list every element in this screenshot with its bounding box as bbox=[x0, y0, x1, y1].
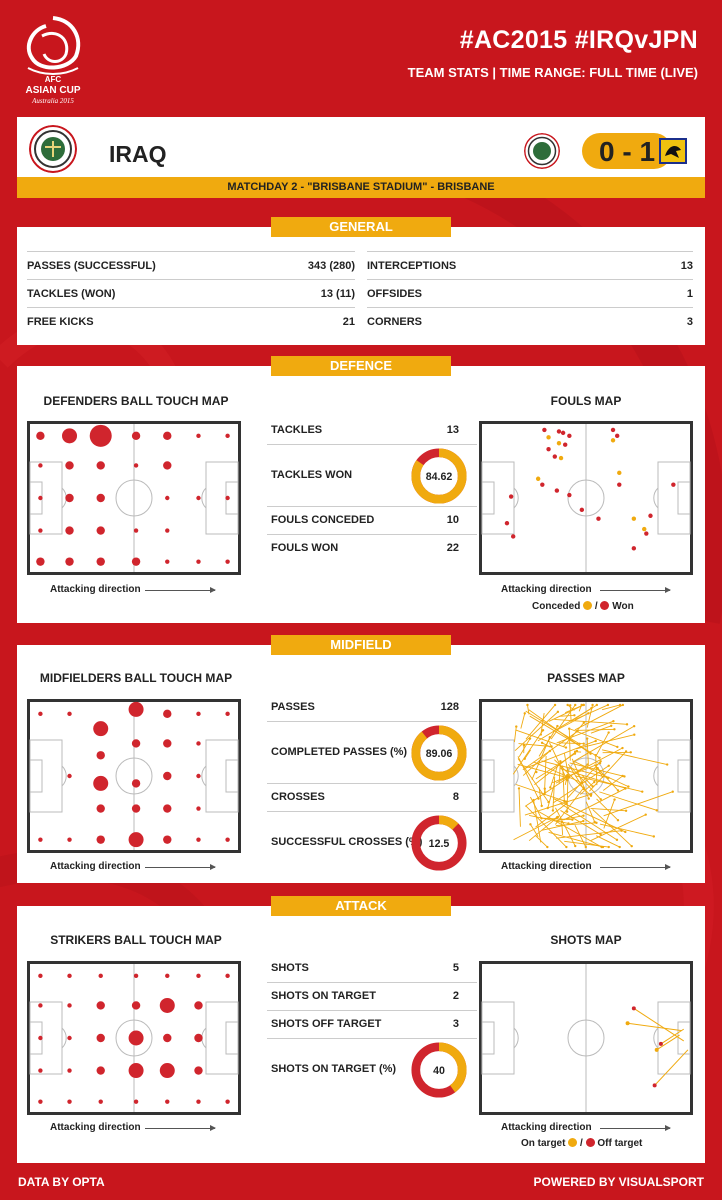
touch-dot bbox=[67, 712, 71, 716]
stat-value: 21 bbox=[342, 316, 355, 328]
touch-dot bbox=[65, 494, 73, 502]
touch-dot bbox=[67, 1003, 71, 1007]
legend-separator: / bbox=[594, 601, 598, 612]
touch-dot bbox=[38, 712, 42, 716]
attacking-direction-label: Attacking direction bbox=[501, 861, 592, 872]
stat-value: 3 bbox=[452, 1018, 459, 1030]
defenders-touch-map-title: DEFENDERS BALL TOUCH MAP bbox=[43, 394, 229, 408]
touch-dot bbox=[163, 432, 171, 440]
stat-label: CORNERS bbox=[367, 316, 423, 328]
attacking-direction-label: Attacking direction bbox=[50, 584, 141, 595]
touch-dot bbox=[196, 774, 200, 778]
stat-label: TACKLES (WON) bbox=[27, 288, 116, 300]
general-panel bbox=[17, 227, 705, 345]
foul-won-dot bbox=[615, 434, 619, 438]
afc-asian-cup-logo bbox=[18, 10, 88, 105]
stat-value: 128 bbox=[440, 701, 459, 713]
legend-off-target-label: Off target bbox=[597, 1138, 643, 1149]
touch-dot bbox=[38, 496, 42, 500]
touch-dot bbox=[132, 432, 140, 440]
touch-dot bbox=[160, 998, 175, 1013]
touch-dot bbox=[97, 1066, 105, 1074]
midfield-panel bbox=[17, 645, 705, 883]
attacking-direction-label: Attacking direction bbox=[501, 584, 592, 595]
direction-arrow bbox=[145, 867, 215, 868]
foul-won-dot bbox=[567, 493, 571, 497]
stat-value: 3 bbox=[686, 316, 693, 328]
touch-dot bbox=[163, 804, 171, 812]
touch-dot bbox=[38, 974, 42, 978]
touch-dot bbox=[196, 837, 200, 841]
touch-dot bbox=[65, 557, 73, 565]
touch-dot bbox=[97, 804, 105, 812]
direction-arrow bbox=[600, 1128, 670, 1129]
section-tag-attack: ATTACK bbox=[271, 896, 451, 916]
direction-arrow bbox=[600, 590, 670, 591]
stat-row bbox=[267, 1038, 477, 1101]
touch-dot bbox=[38, 1068, 42, 1072]
matchday-bar: MATCHDAY 2 - "BRISBANE STADIUM" - BRISBANE bbox=[17, 177, 705, 198]
stat-value: 13 bbox=[680, 260, 693, 272]
foul-won-dot bbox=[542, 428, 546, 432]
stat-label: INTERCEPTIONS bbox=[367, 260, 457, 272]
touch-dot bbox=[129, 1031, 144, 1046]
touch-dot bbox=[97, 526, 105, 534]
touch-dot bbox=[99, 1099, 103, 1103]
touch-dot bbox=[225, 559, 229, 563]
touch-dot bbox=[134, 528, 138, 532]
touch-dot bbox=[165, 1099, 169, 1103]
legend-on-target-label: On target bbox=[521, 1138, 566, 1149]
defenders-touch-map bbox=[27, 421, 241, 575]
attack-panel bbox=[17, 906, 705, 1163]
percentage-donut bbox=[410, 814, 468, 872]
stat-row bbox=[367, 307, 693, 336]
iraq-small-crest-icon bbox=[524, 133, 560, 169]
shots-legend bbox=[521, 1138, 642, 1149]
foul-conceded-dot bbox=[611, 438, 615, 442]
stat-label: SHOTS bbox=[271, 962, 309, 974]
match-score: 0 - 1 bbox=[582, 133, 672, 169]
touch-dot bbox=[36, 432, 44, 440]
stat-label: TACKLES bbox=[271, 424, 323, 436]
foul-conceded-dot bbox=[632, 517, 636, 521]
touch-dot bbox=[163, 461, 171, 469]
legend-on-target-dot bbox=[568, 1138, 577, 1147]
touch-dot bbox=[132, 804, 140, 812]
foul-won-dot bbox=[509, 494, 513, 498]
stat-label: CROSSES bbox=[271, 791, 325, 803]
stat-row bbox=[267, 811, 477, 874]
touch-dot bbox=[67, 1068, 71, 1072]
foul-won-dot bbox=[553, 454, 557, 458]
touch-dot bbox=[165, 496, 169, 500]
iraq-crest-icon bbox=[29, 125, 77, 173]
donut-value: 40 bbox=[433, 1064, 445, 1077]
touch-dot bbox=[196, 974, 200, 978]
touch-dot bbox=[165, 559, 169, 563]
touch-dot bbox=[196, 712, 200, 716]
team-panel bbox=[17, 117, 705, 198]
foul-conceded-dot bbox=[642, 527, 646, 531]
logo-text-asian-cup: ASIAN CUP bbox=[25, 85, 81, 96]
stat-value: 22 bbox=[446, 542, 459, 554]
touch-dot bbox=[97, 835, 105, 843]
touch-dot bbox=[93, 721, 108, 736]
stat-row bbox=[27, 251, 355, 280]
footer-data-credit: DATA BY OPTA bbox=[18, 1175, 105, 1189]
stat-row bbox=[267, 418, 477, 444]
legend-off-target-dot bbox=[586, 1138, 595, 1147]
strikers-touch-map bbox=[27, 961, 241, 1115]
stat-row bbox=[27, 279, 355, 308]
direction-arrow bbox=[145, 590, 215, 591]
touch-dot bbox=[38, 837, 42, 841]
fouls-legend bbox=[532, 601, 634, 612]
foul-won-dot bbox=[563, 443, 567, 447]
touch-dot bbox=[132, 557, 140, 565]
foul-won-dot bbox=[546, 447, 550, 451]
stat-row bbox=[367, 251, 693, 280]
passes-map bbox=[479, 699, 693, 853]
touch-dot bbox=[65, 461, 73, 469]
foul-conceded-dot bbox=[546, 435, 550, 439]
stat-row bbox=[267, 956, 477, 982]
touch-dot bbox=[99, 974, 103, 978]
touch-dot bbox=[67, 1099, 71, 1103]
stat-row bbox=[367, 279, 693, 308]
passes-map-title: PASSES MAP bbox=[547, 671, 625, 685]
touch-dot bbox=[38, 1003, 42, 1007]
touch-dot bbox=[65, 526, 73, 534]
percentage-donut bbox=[410, 447, 468, 505]
subtitle: TEAM STATS | TIME RANGE: FULL TIME (LIVE) bbox=[407, 65, 698, 80]
touch-dot bbox=[97, 751, 105, 759]
touch-dot bbox=[225, 974, 229, 978]
section-tag-midfield: MIDFIELD bbox=[271, 635, 451, 655]
stat-row bbox=[267, 506, 477, 535]
strikers-touch-map-title: STRIKERS BALL TOUCH MAP bbox=[50, 933, 222, 947]
touch-dot bbox=[67, 974, 71, 978]
legend-won-dot bbox=[600, 601, 609, 610]
touch-dot bbox=[93, 776, 108, 791]
touch-dot bbox=[134, 1099, 138, 1103]
header bbox=[0, 0, 722, 110]
foul-won-dot bbox=[648, 514, 652, 518]
midfielders-touch-map bbox=[27, 699, 241, 853]
touch-dot bbox=[129, 702, 144, 717]
touch-dot bbox=[134, 974, 138, 978]
stat-label: FOULS WON bbox=[271, 542, 339, 554]
shots-map-title: SHOTS MAP bbox=[550, 933, 622, 947]
stat-value: 343 (280) bbox=[307, 260, 355, 272]
percentage-donut bbox=[410, 724, 468, 782]
foul-won-dot bbox=[596, 517, 600, 521]
midfielders-touch-map-title: MIDFIELDERS BALL TOUCH MAP bbox=[39, 671, 233, 685]
stat-label: PASSES (SUCCESSFUL) bbox=[27, 260, 156, 272]
touch-dot bbox=[62, 428, 77, 443]
attacking-direction-label: Attacking direction bbox=[50, 1122, 141, 1133]
touch-dot bbox=[163, 739, 171, 747]
stat-row bbox=[27, 307, 355, 336]
stat-label: SHOTS OFF TARGET bbox=[271, 1018, 382, 1030]
shots-map bbox=[479, 961, 693, 1115]
foul-conceded-dot bbox=[559, 456, 563, 460]
section-tag-general: GENERAL bbox=[271, 217, 451, 237]
foul-won-dot bbox=[511, 534, 515, 538]
foul-conceded-dot bbox=[557, 441, 561, 445]
stat-value: 2 bbox=[452, 990, 459, 1002]
foul-won-dot bbox=[611, 428, 615, 432]
touch-dot bbox=[90, 425, 112, 447]
fouls-map bbox=[479, 421, 693, 575]
foul-won-dot bbox=[644, 531, 648, 535]
touch-dot bbox=[129, 1063, 144, 1078]
stat-value: 8 bbox=[452, 791, 459, 803]
touch-dot bbox=[97, 557, 105, 565]
footer-powered-by: POWERED BY VISUALSPORT bbox=[533, 1175, 704, 1189]
stat-value: 13 (11) bbox=[320, 288, 355, 300]
touch-dot bbox=[38, 528, 42, 532]
hashtag-title: #AC2015 #IRQvJPN bbox=[459, 26, 698, 54]
stat-value: 13 bbox=[446, 424, 459, 436]
donut-value: 12.5 bbox=[428, 837, 450, 850]
touch-dot bbox=[132, 739, 140, 747]
touch-dot bbox=[194, 1034, 202, 1042]
stat-value: 10 bbox=[446, 514, 459, 526]
pass-arrow bbox=[535, 771, 537, 773]
donut-value: 89.06 bbox=[425, 747, 453, 760]
touch-dot bbox=[38, 1036, 42, 1040]
touch-dot bbox=[160, 1063, 175, 1078]
attacking-direction-label: Attacking direction bbox=[501, 1122, 592, 1133]
touch-dot bbox=[67, 774, 71, 778]
touch-dot bbox=[225, 837, 229, 841]
touch-dot bbox=[163, 835, 171, 843]
direction-arrow bbox=[600, 867, 670, 868]
touch-dot bbox=[165, 974, 169, 978]
touch-dot bbox=[196, 806, 200, 810]
foul-conceded-dot bbox=[536, 477, 540, 481]
team-name: IRAQ bbox=[109, 141, 167, 167]
foul-won-dot bbox=[671, 482, 675, 486]
foul-won-dot bbox=[567, 434, 571, 438]
touch-dot bbox=[163, 710, 171, 718]
defence-panel bbox=[17, 366, 705, 623]
foul-won-dot bbox=[505, 521, 509, 525]
stat-label: OFFSIDES bbox=[367, 288, 423, 300]
touch-dot bbox=[67, 1036, 71, 1040]
foul-conceded-dot bbox=[617, 471, 621, 475]
attacking-direction-label: Attacking direction bbox=[50, 861, 141, 872]
touch-dot bbox=[36, 557, 44, 565]
touch-dot bbox=[163, 772, 171, 780]
touch-dot bbox=[132, 779, 140, 787]
touch-dot bbox=[194, 1066, 202, 1074]
stat-value: 1 bbox=[686, 288, 693, 300]
touch-dot bbox=[196, 741, 200, 745]
stat-value: 5 bbox=[452, 962, 459, 974]
touch-dot bbox=[225, 434, 229, 438]
touch-dot bbox=[132, 1001, 140, 1009]
stat-label: SHOTS ON TARGET bbox=[271, 990, 376, 1002]
touch-dot bbox=[225, 712, 229, 716]
foul-won-dot bbox=[580, 508, 584, 512]
touch-dot bbox=[97, 494, 105, 502]
percentage-donut bbox=[410, 1041, 468, 1099]
touch-dot bbox=[38, 1099, 42, 1103]
touch-dot bbox=[194, 1001, 202, 1009]
stat-label: SHOTS ON TARGET (%) bbox=[271, 1063, 397, 1075]
stat-row bbox=[267, 534, 477, 563]
stat-label: PASSES bbox=[271, 701, 315, 713]
touch-dot bbox=[97, 461, 105, 469]
donut-value: 84.62 bbox=[425, 470, 453, 483]
stat-label: SUCCESSFUL CROSSES (%) bbox=[271, 836, 423, 848]
japan-crest-icon bbox=[659, 138, 687, 164]
stat-row bbox=[267, 783, 477, 812]
stat-row bbox=[267, 721, 477, 784]
touch-dot bbox=[225, 496, 229, 500]
touch-dot bbox=[129, 832, 144, 847]
stat-label: FREE KICKS bbox=[27, 316, 94, 328]
touch-dot bbox=[134, 463, 138, 467]
foul-won-dot bbox=[557, 429, 561, 433]
stat-row bbox=[267, 1010, 477, 1039]
stat-label: FOULS CONCEDED bbox=[271, 514, 375, 526]
foul-won-dot bbox=[632, 546, 636, 550]
touch-dot bbox=[97, 1034, 105, 1042]
touch-dot bbox=[196, 559, 200, 563]
foul-won-dot bbox=[617, 482, 621, 486]
section-tag-defence: DEFENCE bbox=[271, 356, 451, 376]
touch-dot bbox=[67, 837, 71, 841]
touch-dot bbox=[196, 434, 200, 438]
touch-dot bbox=[163, 1034, 171, 1042]
foul-won-dot bbox=[561, 431, 565, 435]
touch-dot bbox=[225, 1099, 229, 1103]
foul-won-dot bbox=[555, 488, 559, 492]
direction-arrow bbox=[145, 1128, 215, 1129]
stat-row bbox=[267, 444, 477, 507]
logo-text-afc: AFC bbox=[44, 75, 62, 84]
legend-separator: / bbox=[580, 1138, 583, 1149]
stat-row bbox=[267, 695, 477, 721]
stat-label: COMPLETED PASSES (%) bbox=[271, 746, 408, 758]
stat-row bbox=[267, 982, 477, 1011]
touch-dot bbox=[196, 1099, 200, 1103]
foul-won-dot bbox=[540, 482, 544, 486]
touch-dot bbox=[196, 496, 200, 500]
touch-dot bbox=[165, 528, 169, 532]
touch-dot bbox=[38, 463, 42, 467]
fouls-map-title: FOULS MAP bbox=[550, 394, 622, 408]
legend-won-label: Won bbox=[612, 601, 634, 612]
stat-label: TACKLES WON bbox=[271, 469, 353, 481]
legend-conceded-label: Conceded bbox=[532, 601, 581, 612]
touch-dot bbox=[97, 1001, 105, 1009]
logo-text-year: Australia 2015 bbox=[32, 97, 74, 105]
legend-conceded-dot bbox=[583, 601, 592, 610]
